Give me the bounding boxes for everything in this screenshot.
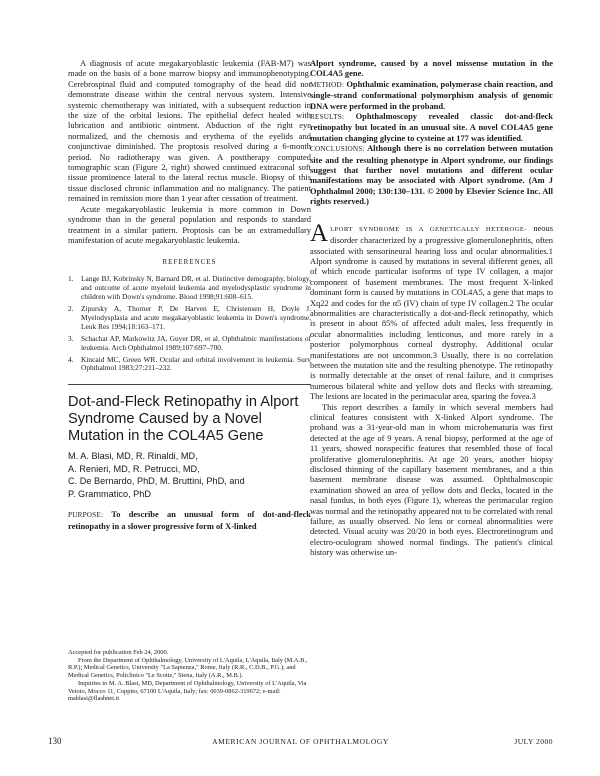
- abstract-purpose: [68, 509, 311, 531]
- drop-cap: A: [310, 219, 329, 247]
- section-divider: [68, 384, 311, 385]
- introduction-paragraph: [310, 219, 553, 402]
- page-footer: [48, 736, 553, 748]
- reference-number: 1.: [68, 274, 74, 284]
- conclusions-label: CONCLUSIONS:: [310, 145, 365, 154]
- method-text: Ophthalmic examination, polymerase chain reaction, and single-strand conformational polymorphism analysis of genomic DNA were performed in the proband.: [310, 78, 553, 111]
- case-report-comment: Acute megakaryoblastic leukemia is more common in Down syndrome than in the general population and responds to standard treatment in a similar pattern. Proptosis can be an extramedullary manifestation of acute megakaryoblastic leukemia.: [68, 203, 311, 245]
- intro-lead-caps: LPORT SYNDROME IS A GENETICALLY HETEROGE-: [330, 225, 528, 233]
- author-line: C. De Bernardo, PhD, M. Bruttini, PhD, and: [68, 476, 245, 487]
- reference-list: [68, 275, 311, 373]
- results-label: RESULTS:: [310, 113, 345, 122]
- author-line: P. Grammatico, PhD: [68, 488, 152, 499]
- abstract-continuation: Alport syndrome, caused by a novel missense mutation in the COL4A5 gene.: [310, 58, 553, 79]
- reference-number: 2.: [68, 304, 74, 314]
- reference-item: [68, 356, 311, 374]
- left-column: [68, 58, 311, 531]
- article-title: Dot-and-Fleck Retinopathy in Alport Syndrome Caused by a Novel Mutation in the COL4A5 Gene: [68, 394, 299, 445]
- case-description-paragraph: This report describes a family in which several members had clinical features consistent with X-linked Alport syndrome. The proband was a 31-year-old man in whom microhematuria was first detected at the age of 9 years. A renal biopsy, performed at the age of 11 years, showed nonspecific features that resembled those of focal proliferative glomerulonephritis. At age 20 years, another biopsy disclosed thinning of the capillary basement membranes, and a thin basement membrane disease was assumed. Ophthalmoscopic examination showed an area of yellow dots and flecks, located in the nasal fundus, in both eyes (Figure 1), whereas the perimacular region was normal and the retinopathy appeared not to be correlated with renal failure, as usually observed. No lens or corneal abnormalities were detected. Visual acuity was 20/20 in both eyes. Electroretinogram and electro-oculogram showed normal findings. The patient's clinical history was otherwise un-: [310, 401, 553, 558]
- intro-body: neous disorder characterized by a progressive glomerulonephritis, often associated with sensorineural hearing loss and ocular abnormalities.1 Alport syndrome is caused by mutations in several different genes, all of which encode particular isoforms of type IV collagen, a major component of basement membranes. The most frequent X-linked dominant form is caused by mutations in COL4A5, a gene that maps to Xq22 and codes for the α5 (IV) chain of type IV collagen.2 The ocular abnormalities are characteristically a dot-and-fleck retinopathy, which is present in about 85% of affected adult males, less frequently in ocular abnormalities including lenticonus, and more rarely in a posterior polymorphous corneal dystrophy. Additional ocular manifestations are not uncommon.3 Usually, there is no correlation between the mutation site and the resulting phenotype. The retinopathy is normally detectable at the onset of renal failure, and it comprises numerous bilateral white and yellow dots and flecks with streaming. The lesions are located in the perimacular area, sparing the fovea.3: [310, 222, 553, 402]
- case-report-paragraph: A diagnosis of acute megakaryoblastic leukemia (FAB-M7) was made on the basis of a bone marrow biopsy and immunophenotyping. Cerebrospinal fluid and computed tomography of the head did not demonstrate disease within the central nervous system. Intensive systemic chemotherapy was initiated, with a subsequent reduction in the size of the orbital lesions. The epithelial defect healed with lubrication and antibiotic ointment. Abduction of the right eye normalized, and the chemosis and erythema of the eyelids and conjunctivae diminished. The proptosis resolved during a 6-month period. No radiotherapy was given. A posttherapy computed tomographic scan (Figure 2, right) showed continued extraconal soft tissue prominence lateral to the lateral rectus muscle. Biopsy of this tissue disclosed chronic inflammation and no malignancy. The patient remained in remission more than 1 year after cessation of treatment.: [68, 58, 311, 204]
- abstract-results: [310, 111, 553, 143]
- reference-text: Schachat AP, Markowitz JA, Guyer DR, et al. Ophthalmic manifestations of leukemia. Arch Ophthalmol 1989;107:697–700.: [81, 333, 311, 352]
- reference-number: 4.: [68, 354, 74, 364]
- page-number: 130: [48, 736, 62, 746]
- issue-date: JULY 2000: [514, 737, 553, 746]
- correspondence-note: Inquiries to M. A. Blasi, MD, Department of Ophthalmology, University of L'Aquila, Via Vetoio, Mocco 11, Coppito, 67100 L'Aquila, Italy; fax: 0039-0862-319672; e-mail: mablasi@flashnet.it: [68, 679, 307, 703]
- journal-name: AMERICAN JOURNAL OF OPHTHALMOLOGY: [212, 737, 389, 746]
- reference-item: [68, 305, 311, 332]
- results-text: Ophthalmoscopy revealed classic dot-and-fleck retinopathy but located in an unusual site. A novel COL4A5 gene mutation changing glycine to cysteine at 177 was identified.: [310, 111, 553, 143]
- article-footnote: [68, 649, 311, 703]
- affiliation-note: From the Department of Ophthalmology, University of L'Aquila, L'Aquila, Italy (M.A.B., R.P.); Medical Genetics, University "La Sapienza," Rome, Italy (R.R., C.D.B., P.G.); and Medical Genetics, Policlinico "Le Scotte," Siena, Italy (A.R., M.B.).: [68, 656, 308, 680]
- accepted-note: Accepted for publication Feb 24, 2000.: [68, 649, 169, 656]
- reference-text: Zipursky A, Thorner P, De Harven E, Christensen H, Doyle J. Myelodysplasia and acute megakaryoblastic leukemia in Down's syndrome. Leuk Res 1994;18:163–171.: [81, 304, 311, 331]
- conclusions-text: Although there is no correlation between mutation site and the resulting phenotype in Alport syndrome, our findings suggest that further novel mutations and different ocular manifestations may be associated with Alport syndrome. (Am J Ophthalmol 2000; 130:130–131. © 2000 by Elsevier Science Inc. All rights reserved.): [310, 143, 553, 207]
- author-line: M. A. Blasi, MD, R. Rinaldi, MD,: [68, 451, 198, 462]
- abstract-conclusions: [310, 143, 553, 206]
- reference-text: Kincaid MC, Green WR. Ocular and orbital involvement in leukemia. Surv Ophthalmol 1983;27:211–232.: [81, 354, 311, 373]
- reference-text: Lange BJ, Kobrinsky N, Barnard DR, et al. Distinctive demography, biology, and outcome of acute myeloid leukemia and myelodysplastic syndrome in children with Down's syndrome. Blood 1998;91:608–615.: [81, 274, 311, 302]
- reference-item: [68, 335, 311, 353]
- reference-item: [68, 275, 311, 302]
- right-column: [310, 58, 553, 558]
- reference-number: 3.: [68, 333, 74, 343]
- purpose-label: PURPOSE:: [68, 511, 104, 520]
- references-heading: REFERENCES: [162, 258, 217, 267]
- author-line: A. Renieri, MD, R. Petrucci, MD,: [68, 463, 200, 474]
- author-list: [68, 450, 311, 500]
- method-label: METHOD:: [310, 80, 345, 89]
- purpose-text: To describe an unusual form of dot-and-fleck retinopathy in a slower progressive form of X-linked: [68, 509, 312, 531]
- abstract-method: [310, 79, 553, 111]
